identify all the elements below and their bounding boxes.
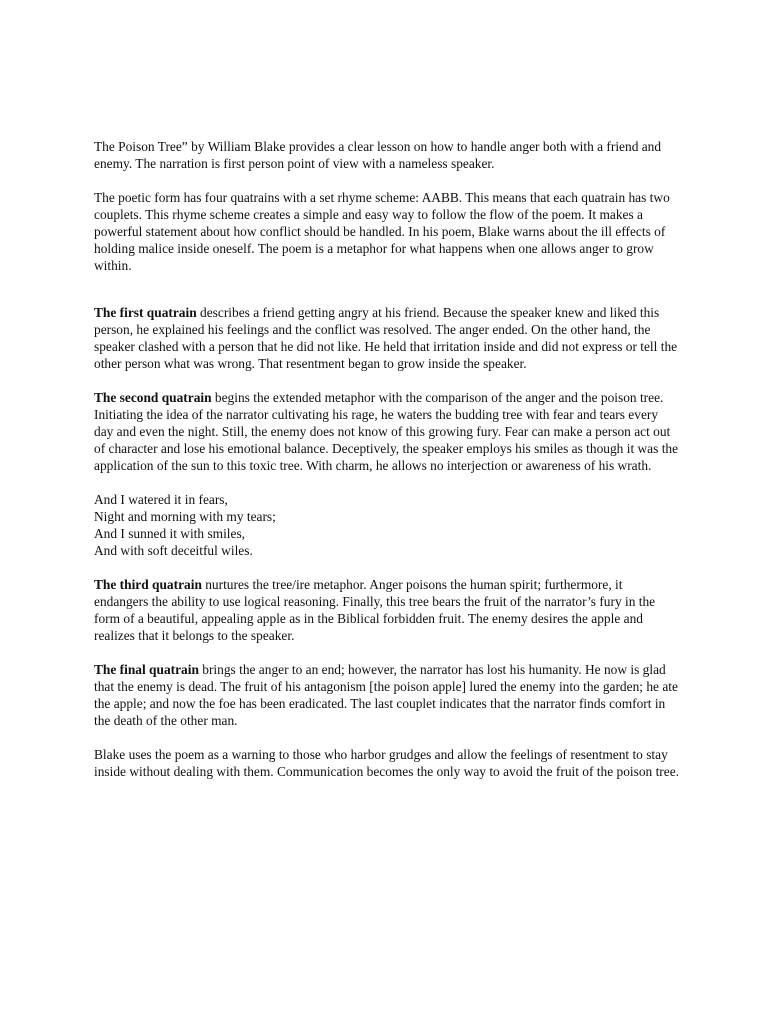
intro-paragraph: The Poison Tree” by William Blake provides a clear lesson on how to handle anger both with a friend and enemy. The narration is first person point of view with a nameless speaker. — [94, 139, 662, 171]
second-quatrain-paragraph — [94, 389, 679, 474]
third-quatrain-paragraph — [94, 576, 679, 644]
first-quatrain-heading: The first quatrain — [94, 305, 197, 320]
poem-line: And I watered it in fears, — [94, 492, 228, 507]
first-quatrain-paragraph — [94, 304, 679, 372]
final-quatrain-paragraph — [94, 661, 679, 729]
poem-line: And with soft deceitful wiles. — [94, 543, 253, 558]
form-paragraph: The poetic form has four quatrains with a set rhyme scheme: AABB. This means that each quatrain has two couplets. This rhyme scheme creates a simple and easy way to follow the flow of the poem. It makes a powerful statement about how conflict should be handled. In his poem, Blake warns about the ill effects of holding malice inside oneself. The poem is a metaphor for what happens when one allows anger to grow within. — [94, 190, 670, 273]
conclusion-paragraph: Blake uses the poem as a warning to those who harbor grudges and allow the feelings of resentment to stay inside without dealing with them. Communication becomes the only way to avoid the fruit of the poison tree. — [94, 747, 679, 779]
poem-line: Night and morning with my tears; — [94, 509, 276, 524]
first-quatrain-text: describes a friend getting angry at his friend. Because the speaker knew and liked this person, he explained his feelings and the conflict was resolved. The anger ended. On the other hand, the speaker clashed with a person that he did not like. He held that irritation inside and did not express or tell the other person what was wrong. That resentment began to grow inside the speaker. — [94, 305, 678, 371]
second-quatrain-text: begins the extended metaphor with the comparison of the anger and the poison tree. Initiating the idea of the narrator cultivating his rage, he waters the budding tree with fear and tears every day and even the night. Still, the enemy does not know of this growing fury. Fear can make a person act out of character and lose his emotional balance. Deceptively, the speaker employs his smiles as though it was the application of the sun to this toxic tree. With charm, he allows no interjection or awareness of his wrath. — [94, 390, 679, 473]
poem-excerpt — [94, 491, 679, 559]
second-quatrain-heading: The second quatrain — [94, 390, 212, 405]
essay-body — [94, 138, 679, 780]
third-quatrain-heading: The third quatrain — [94, 577, 202, 592]
poem-line: And I sunned it with smiles, — [94, 526, 246, 541]
third-quatrain-text: nurtures the tree/ire metaphor. Anger poisons the human spirit; furthermore, it endangers the ability to use logical reasoning. Finally, this tree bears the fruit of the narrator’s fury in the form of a beautiful, appealing apple as in the Biblical forbidden fruit. The enemy desires the apple and realizes that it belongs to the speaker. — [94, 577, 656, 643]
final-quatrain-heading: The final quatrain — [94, 662, 199, 677]
final-quatrain-text: brings the anger to an end; however, the narrator has lost his humanity. He now is glad that the enemy is dead. The fruit of his antagonism [the poison apple] lured the enemy into the garden; he ate the apple; and now the foe has been eradicated. The last couplet indicates that the narrator finds comfort in the death of the other man. — [94, 662, 678, 728]
